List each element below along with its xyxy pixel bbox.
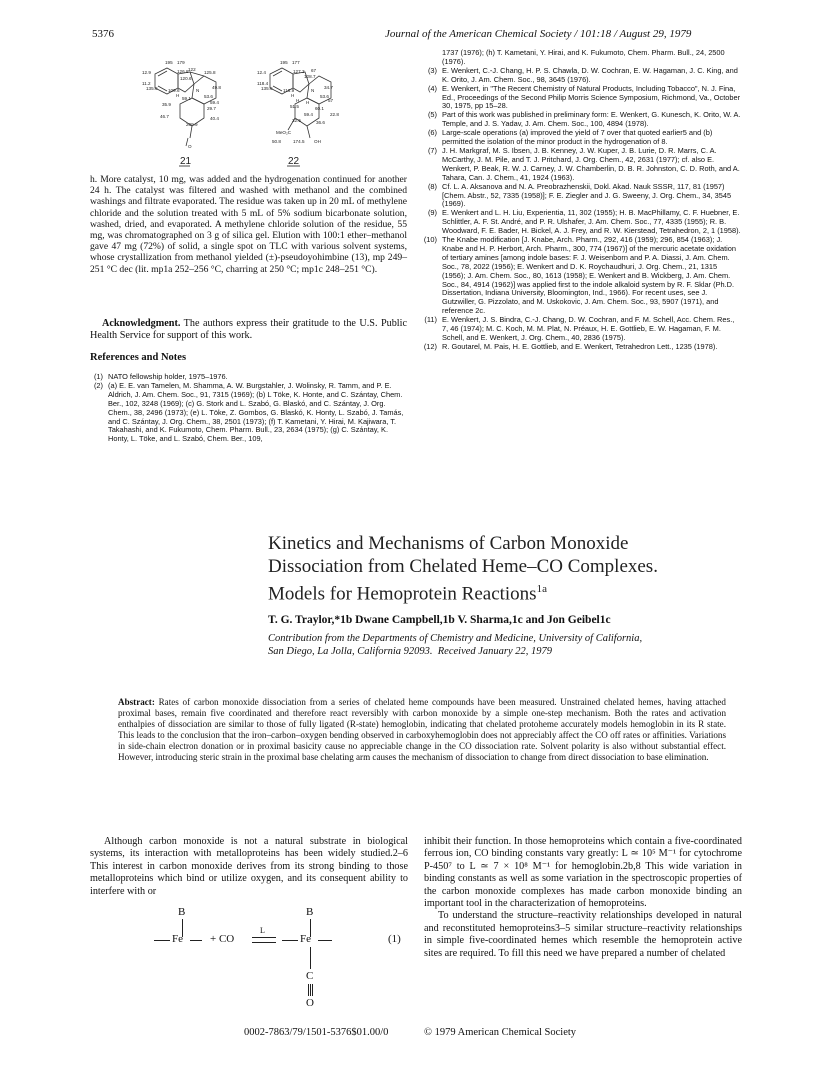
running-header: Journal of the American Chemical Society / 101:18 / August 29, 1979 (385, 28, 692, 40)
svg-text:59.4: 59.4 (304, 112, 313, 117)
acknowledgment (90, 318, 407, 342)
svg-text:57: 57 (328, 98, 334, 103)
body-paragraph: To understand the structure–reactivity relationships developed in natural and reconstituted hemoproteins3–5 similar structure–reactivity relationships in simple five-coordinated hemes which resemble the hemoprotein active sites are required. To fill this need we have prepared a number of chelated (424, 910, 742, 959)
svg-text:50.8: 50.8 (272, 139, 281, 144)
title-line-3: Models for Hemoprotein Reactions$^{1a}$ (268, 583, 547, 605)
eq-iron-right: Fe (300, 933, 311, 945)
svg-text:128.7: 128.7 (304, 74, 316, 79)
svg-text:12.4: 12.4 (257, 70, 266, 75)
svg-text:H: H (291, 93, 295, 98)
eq-carbon: C (306, 970, 314, 982)
abstract (118, 697, 726, 763)
references-heading: References and Notes (90, 352, 187, 363)
affiliation-line-1: Contribution from the Departments of Chemistry and Medicine, University of California, (268, 633, 643, 644)
eq-dash-left-2 (190, 940, 202, 941)
svg-text:127.3: 127.3 (293, 69, 305, 74)
svg-text:34.7: 34.7 (324, 85, 333, 90)
eq-plus-co: + CO (210, 933, 235, 945)
reference-item: (7) J. H. Markgraf, M. S. Ibsen, J. B. Kenney, J. W. Kuper, J. B. Lurie, D. R. Marrs, C. A. McCarthy, J. M. Pile, and T. J. Pritchard, J. Org. Chem., 42, 2631 (1977); cf. also E. Wenkert, P. Beak, R. W. J. Carney, J. W. Chamberlin, D. B. R. Johnston, C. D. Roth, and A. Tahara, Can. J. Chem., 41, 1924 (1963). (427, 145, 740, 182)
svg-text:126.8: 126.8 (177, 69, 189, 74)
svg-text:120.6: 120.6 (180, 76, 192, 81)
footer-copyright: © 1979 American Chemical Society (424, 1027, 577, 1038)
structure-label-21: 21 (180, 156, 192, 167)
svg-text:OH: OH (314, 139, 321, 144)
eq-dash-right-2 (318, 940, 332, 941)
abstract-label: Abstract: (118, 697, 155, 707)
svg-text:36.6: 36.6 (316, 120, 325, 125)
svg-text:174.5: 174.5 (293, 139, 305, 144)
svg-text:H: H (176, 93, 180, 98)
svg-text:122: 122 (188, 67, 196, 72)
affiliation-line-2: San Diego, La Jolla, California 92093. Received January 22, 1979 (268, 646, 553, 657)
structure-22-shifts (257, 60, 339, 144)
svg-text:109.6: 109.6 (168, 88, 180, 93)
svg-text:116.9: 116.9 (283, 88, 295, 93)
eq-triple-bond-1 (308, 984, 309, 996)
abstract-text: Rates of carbon monoxide dissociation from a series of chelated heme compounds have been measured. Unstrained chelated hemes, having attached proximal bases, remain five coordinated and therefore react reversibly with carbon monoxide by a simple one-step mechanism. Both the rates and activation enthalpies of dissociation are similar to those of fully ligated (R-state) hemoglobin, indicating that chelated protoheme accurately models hemoglobin in its R state. This leads to the conclusion that the iron–carbon–oxygen bending observed in carboxyhemoglobin does not appreciably affect the CO off rates or affinities. Variations in side-chain electron donation or in proximal basicity cause no appreciable change in the CO dissociation rate. Solvent polarity is also without substantial effect. However, introducing steric strain in the proximal base chelating arm causes the mechanism of dissociation to change from direct dissociation to base elimination. (118, 697, 726, 762)
svg-text:N: N (196, 88, 200, 93)
eq-oxygen: O (306, 997, 314, 1009)
issue-date: August 29, 1979 (619, 28, 692, 40)
svg-text:N: N (311, 88, 315, 93)
svg-text:H: H (296, 98, 300, 103)
body-paragraph: Although carbon monoxide is not a natural substrate in biological systems, its interaction with metalloproteins has been widely studied.2–6 This interest in carbon monoxide derives from its strong binding to those metalloproteins which bind or utilize oxygen, and its consequent ability to interfere with or (90, 836, 408, 897)
svg-text:53.6: 53.6 (204, 94, 213, 99)
svg-text:195: 195 (280, 60, 288, 65)
experimental-paragraph: h. More catalyst, 10 mg, was added and the hydrogenation continued for another 24 h. The catalyst was filtered and washed with methanol and the combined washings and filtrate evaporated. The residue was taken up in 20 mL of methylene chloride and the solution treated with 5 mL of 5% sodium bicarbonate solution, washed, dried, and evaporated. A methylene chloride solution of the residue, 55 mg, was chromatographed on 3 g of silica gel. Elution with 100:1 ether–methanol gave 47 mg (72%) of solid, a single spot on TLC with various solvent systems, whose crystallization from methanol yielded (±)-pseudoyohimbine (13), mp 249–251 °C dec (lit. mp1a 252–256 °C, charring at 250 °C; mp1c 248–251 °C). (90, 174, 407, 275)
journal-name: Journal of the American Chemical Society (385, 28, 572, 40)
eq-base-right: B (306, 906, 314, 918)
svg-text:135.9: 135.9 (146, 86, 158, 91)
svg-text:59.4: 59.4 (210, 100, 219, 105)
svg-text:12.9: 12.9 (142, 70, 151, 75)
svg-text:11.2: 11.2 (142, 81, 151, 86)
page-number: 5376 (92, 28, 114, 40)
eq-base-left: B (178, 906, 186, 918)
svg-text:179: 179 (177, 60, 185, 65)
svg-text:40.4: 40.4 (210, 116, 219, 121)
reference-item: 1737 (1976); (h) T. Kametani, Y. Hirai, and K. Fukumoto, Chem. Pharm. Bull., 24, 2500 (1976). (442, 48, 725, 66)
reference-item: (8) Cf. L. A. Aksanova and N. A. Preobrazhenskii, Dokl. Akad. Nauk SSSR, 117, 81 (1957) [Chem. Abstr., 52, 7335 (1958)]; F. E. Ziegler and J. G. Sweeny, J. Org. Chem., 34, 3545 (1969). (427, 181, 732, 209)
eq-reverse-arrow (252, 942, 276, 943)
reference-item: (5) Part of this work was published in preliminary form: E. Wenkert, G. Kunesch, K. Orito, W. A. Temple, and J. S. Yadav, J. Am. Chem. Soc., 100, 4894 (1978). (427, 110, 741, 129)
reference-item: (12) R. Goutarel, M. Pais, H. E. Gottlieb, and E. Wenkert, Tetrahedron Lett., 1235 (1978). (423, 341, 718, 351)
svg-text:46.7: 46.7 (160, 114, 169, 119)
chemical-structures (130, 52, 400, 174)
authors: T. G. Traylor,*1b Dwane Campbell,1b V. Sharma,1c and Jon Geibel1c (268, 614, 611, 626)
svg-text:32.5: 32.5 (292, 118, 301, 123)
affiliation (268, 632, 808, 658)
references-left (88, 373, 408, 444)
title-line-1: Kinetics and Mechanisms of Carbon Monoxide (268, 533, 629, 554)
structure-label-22: 22 (288, 156, 300, 167)
reference-item: (2) (a) E. E. van Tamelen, M. Shamma, A. W. Burgstahler, J. Wolinsky, R. Tamm, and P. E. Aldrich, J. Am. Chem. Soc., 91, 7315 (1969); (b) L Töke, K. Honte, and C. Szántay, Chem. Ber., 102, 3248 (1969); (c) G. Stork and L. Szabó, G. Blaskó, and C. Szántay, J. Org. Chem., 38, 2496 (1973); (e) L. Töke, Z. Gombos, G. Blaskó, K. Honty, L. Szabó, J. Tamás, and C. Szántay, J. Org. Chem., 38, 2501 (1973); (f) T. Kametani, Y. Hirai, M. Kajiwara, T. Takahashi, and K. Fukumoto, Chem. Pharm. Bull., 23, 2634 (1975); (g) C. Szántay, K. Honty, L. Töke, and L. Szabó, Chem. Ber., 109, (93, 380, 404, 444)
reference-item: (4) E. Wenkert, in "The Recent Chemistry of Natural Products, Including Tobacco", N. J. Fina, Ed., Proceedings of the Second Philip Morris Science Symposium, Richmond, Va., October 30, 1975, pp 15–28. (427, 83, 741, 111)
svg-text:118.4: 118.4 (257, 81, 269, 86)
svg-text:125.8: 125.8 (204, 70, 216, 75)
reference-item: (10) The Knabe modification [J. Knabe, Arch. Pharm., 292, 416 (1959); 296, 854 (1963); J. Knabe and H. P. Herbort, Arch. Pharm., 300, 774 (1967)] of the mercuric acetate oxidation of tertiary amines [among indole bases: F. J. Weisenborn and P. A. Diassi, J. Am. Chem. Soc., 78, 2022 (1956); E. Wenkert and D. K. Roychaudhuri, J. Org. Chem., 21, 1315 (1956); J. Am. Chem. Soc., 80, 1613 (1958); E. Wenkert and B. Wickberg, J. Am. Chem. Soc., 84, 4914 (1962)] was applied first to the indole alkaloid system by R. F. Sklar (Ph.D. Dissertation, Indiana University, Bloomington, Ind., 1966). For recent uses, see J. Gutzwiller, G. Pizzolato, and M. Uskokovic, J. Am. Chem. Soc., 93, 5907 (1971), and reference 2c. (423, 235, 737, 316)
svg-text:59.1: 59.1 (182, 96, 191, 101)
structure-22 (270, 68, 331, 138)
reference-item: (1) NATO fellowship holder, 1975–1976. (93, 372, 228, 381)
reference-item: (9) E. Wenkert and L. H. Liu, Experientia, 11, 302 (1955); H. B. MacPhillamy, C. F. Huebner, E. Schlittler, A. F. St. André, and P. R. Ulshafer, J. Am. Chem. Soc., 77, 4335 (1955); R. B. Woodward, F. E. Bader, H. Bickel, A. J. Frey, and R. W. Kierstead, Tetrahedron, 2, 1 (1958). (427, 208, 741, 236)
svg-text:53.6: 53.6 (320, 94, 329, 99)
received-date: Received January 22, 1979 (437, 646, 553, 657)
references-right (422, 49, 742, 352)
eq-dash-right-1 (282, 940, 298, 941)
svg-text:35.9: 35.9 (162, 102, 171, 107)
svg-text:209.9: 209.9 (186, 122, 198, 127)
article-title (268, 533, 808, 606)
equation-number: (1) (388, 933, 401, 945)
body-left-column (90, 836, 408, 898)
eq-dash-left-1 (154, 940, 170, 941)
body-paragraph: inhibit their function. In those hemoproteins which contain a five-coordinated ferrous ion, CO binding constants vary greatly: L ≃ 10⁵ M⁻¹ for cytochrome P-450⁷ to L ≃ 7 × 10⁸ M⁻¹ for hemoglobin.2b,8 This wide variation in binding constants as well as some variation in the spectroscopic properties of the carbon monoxide complexes has made carbon monoxide binding an important tool in the characterization of hemoproteins. (424, 836, 742, 910)
eq-triple-bond-2 (310, 984, 311, 996)
equation-1 (140, 906, 410, 1010)
svg-text:51.5: 51.5 (290, 104, 299, 109)
svg-text:49.8: 49.8 (212, 85, 221, 90)
svg-text:MeO₂C: MeO₂C (276, 130, 292, 135)
eq-triple-bond-3 (312, 984, 313, 996)
reference-item: (3) E. Wenkert, C.-J. Chang, H. P. S. Chawla, D. W. Cochran, E. W. Hagaman, J. C. King, and K. Orito, J. Am. Chem. Soc., 98, 3645 (1976). (427, 65, 738, 84)
acknowledgment-text: The authors express their gratitude to the U.S. Public Health Service for support of this work. (90, 318, 407, 341)
svg-text:195: 195 (165, 60, 173, 65)
svg-text:177: 177 (292, 60, 300, 65)
svg-text:H: H (306, 100, 310, 105)
svg-text:29.7: 29.7 (207, 106, 216, 111)
svg-text:60.1: 60.1 (315, 106, 324, 111)
svg-text:22.8: 22.8 (330, 112, 339, 117)
svg-text:O: O (188, 144, 192, 149)
reference-item: (6) Large-scale operations (a) improved the yield of 7 over that quoted earlier5 and (b) permitted the isolation of the minor product in the hydrogenation of 8. (427, 128, 713, 147)
structure-21-shifts (142, 60, 221, 149)
title-footnote-marker: 1a (536, 583, 547, 595)
svg-text:67: 67 (311, 68, 317, 73)
eq-iron-left: Fe (172, 933, 183, 945)
eq-equilibrium-constant: L (260, 926, 265, 935)
reference-item: (11) E. Wenkert, J. S. Bindra, C.-J. Chang, D. W. Cochran, and F. M. Schell, Acc. Chem. Res., 7, 46 (1974); M. C. Koch, M. M. Plat, N. Préaux, H. E. Gottlieb, E. W. Hagaman, F. M. Schell, and E. Wenkert, J. Org. Chem., 40, 2836 (1975). (424, 315, 735, 342)
title-line-2: Dissociation from Chelated Heme–CO Complexes. (268, 555, 658, 577)
eq-bond-fe-c (310, 947, 311, 969)
acknowledgment-heading: Acknowledgment. (102, 318, 181, 329)
body-right-column (424, 836, 742, 960)
eq-forward-arrow (252, 937, 276, 938)
volume-issue: 101:18 (580, 28, 612, 40)
svg-text:135.9: 135.9 (261, 86, 273, 91)
footer-code: 0002-7863/79/1501-5376$01.00/0 (244, 1027, 389, 1038)
